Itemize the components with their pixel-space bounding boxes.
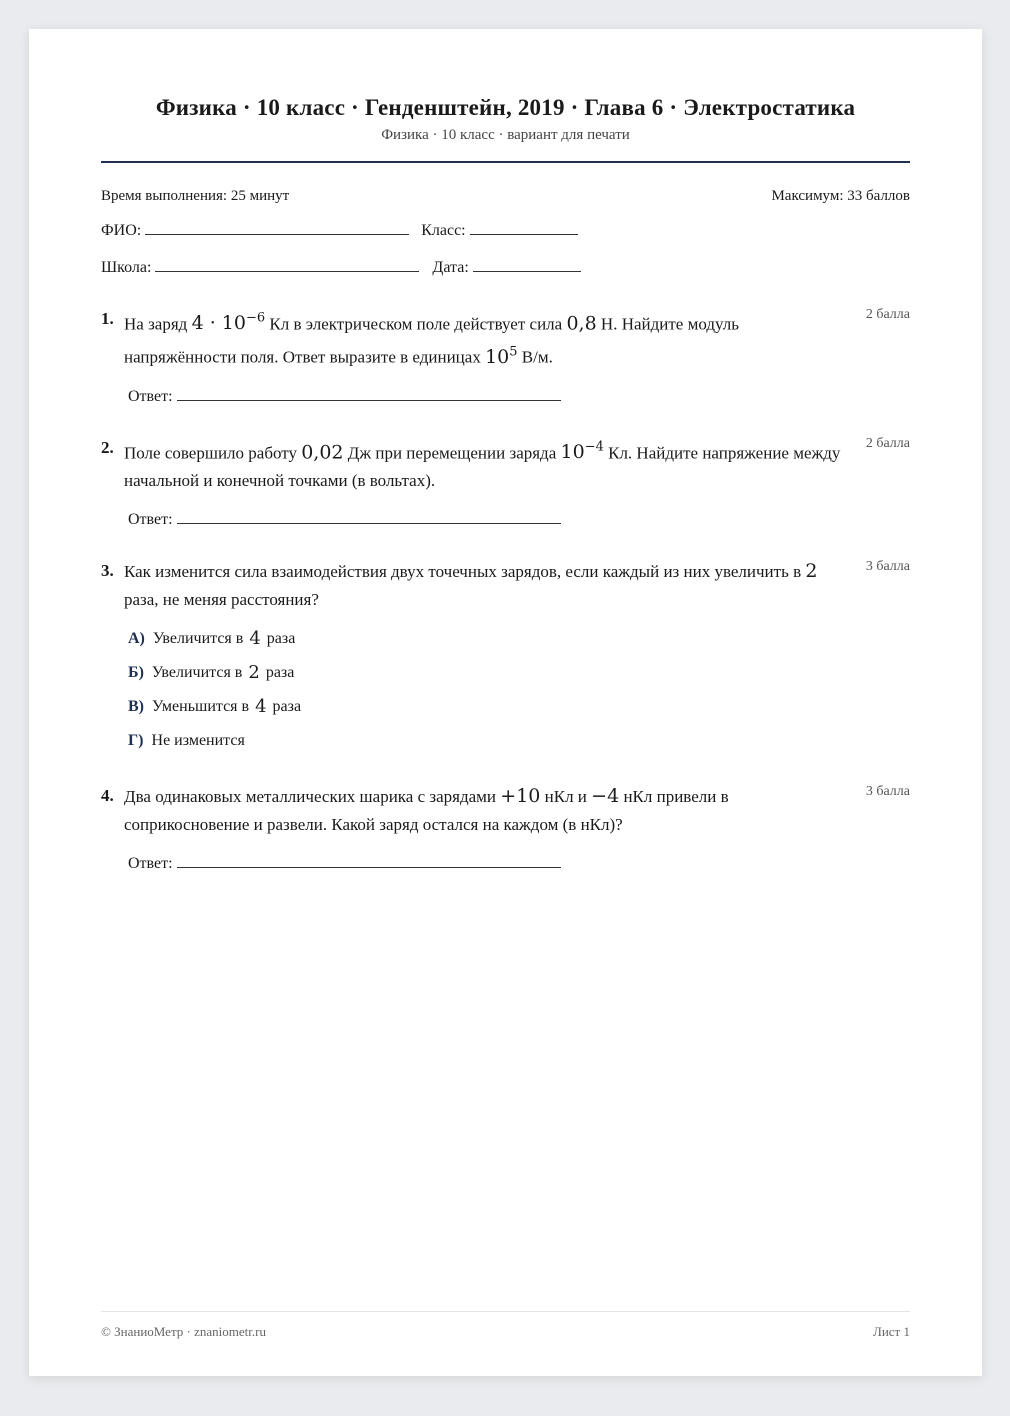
answer-row (128, 384, 910, 406)
text-part: На заряд (124, 314, 192, 334)
text-part: Н. Найдите модуль напряжённости поля. Ответ выразите в единицах (124, 314, 739, 367)
option-number: 2 (248, 662, 260, 684)
option-letter: Г) (128, 731, 144, 749)
question-points: 3 балла (865, 558, 910, 574)
school-field[interactable] (155, 255, 419, 272)
time-limit: Время выполнения: 25 минут (101, 188, 290, 204)
school-label: Школа: (101, 259, 152, 276)
option-g[interactable] (128, 724, 910, 758)
answer-field[interactable] (177, 507, 561, 524)
answer-row (128, 507, 910, 529)
text-part: В/м. (517, 347, 553, 367)
answer-field[interactable] (177, 851, 561, 868)
answer-label: Ответ: (128, 854, 173, 872)
option-text: Увеличится в (151, 663, 243, 681)
answer-label: Ответ: (128, 510, 173, 528)
date-label: Дата: (432, 259, 469, 276)
meta-row (101, 188, 910, 205)
question-2 (101, 434, 910, 529)
math-exponent: −4 (584, 439, 604, 455)
class-field[interactable] (470, 218, 578, 235)
option-letter: Б) (128, 663, 144, 681)
option-number: 4 (249, 628, 261, 650)
text-part: Кл в электрическом поле действует сила (265, 314, 567, 334)
option-v[interactable] (128, 690, 910, 724)
math-base: 10 (560, 440, 585, 463)
option-text: раза (266, 629, 296, 647)
option-letter: В) (128, 697, 144, 715)
math-expression (192, 312, 266, 334)
date-field[interactable] (473, 255, 581, 272)
question-1 (101, 305, 910, 406)
text-part: Два одинаковых металлических шарика с зарядами (124, 786, 501, 806)
school-date-row (101, 255, 910, 277)
math-value: +10 (500, 784, 541, 807)
question-number: 2. (101, 437, 114, 457)
math-expression (485, 346, 517, 368)
fio-field[interactable] (145, 218, 409, 235)
math-expression (561, 441, 604, 463)
option-b[interactable] (128, 656, 910, 690)
worksheet-page (29, 29, 982, 1376)
page-subtitle: Физика · 10 класс · вариант для печати (381, 127, 630, 143)
math-value: 2 (805, 559, 818, 582)
question-points: 3 балла (865, 783, 910, 799)
question-points: 2 балла (865, 435, 910, 451)
text-part: нКл привели в соприкосновение и развели. Какой заряд остался на каждом (в нКл)? (124, 786, 729, 834)
option-text: раза (265, 663, 295, 681)
page-footer (101, 1311, 910, 1340)
question-text (124, 305, 844, 372)
question-4 (101, 782, 910, 873)
math-value: 0,8 (566, 312, 597, 335)
answer-field[interactable] (177, 384, 561, 401)
option-text: Увеличится в (152, 629, 244, 647)
option-a[interactable] (128, 622, 910, 656)
worksheet-content (101, 29, 910, 873)
text-part: Как изменится сила взаимодействия двух точечных зарядов, если каждый из них увеличить в (124, 561, 806, 581)
question-text (124, 782, 844, 839)
option-text: Уменьшится в (152, 697, 250, 715)
question-text (124, 434, 844, 495)
math-value: 0,02 (301, 440, 344, 463)
fio-label: ФИО: (101, 222, 142, 239)
answer-label: Ответ: (128, 387, 173, 405)
question-number: 4. (101, 785, 114, 805)
option-text: Не изменится (151, 731, 245, 749)
text-part: раза, не меняя расстояния? (124, 589, 319, 609)
fio-class-row (101, 218, 910, 240)
math-exponent: −6 (245, 311, 266, 326)
option-letter: А) (128, 629, 145, 647)
text-part: Поле совершило работу (124, 442, 302, 462)
math-base: 10 (485, 345, 510, 368)
footer-copyright: © ЗнаниоМетр · znaniometr.ru (101, 1324, 266, 1339)
answer-options (128, 622, 910, 758)
header-divider (101, 161, 910, 163)
question-number: 1. (101, 309, 114, 328)
math-base: 4 · 10 (191, 312, 246, 335)
question-number: 3. (101, 560, 114, 580)
question-3 (101, 557, 910, 758)
option-number: 4 (255, 696, 267, 718)
text-part: Дж при перемещении заряда (343, 442, 561, 462)
question-text (124, 557, 844, 614)
max-score: Максимум: 33 баллов (771, 188, 910, 204)
answer-row (128, 851, 910, 873)
option-text: раза (272, 697, 302, 715)
text-part: нКл и (540, 786, 592, 806)
class-label: Класс: (421, 222, 466, 239)
text-part: Кл. Найдите напряжение между начальной и конечной точками (в вольтах). (124, 442, 841, 490)
sheet-number: Лист 1 (873, 1324, 910, 1339)
page-title: Физика · 10 класс · Генденштейн, 2019 · Глава 6 · Электростатика (155, 95, 856, 120)
math-exponent: 5 (509, 344, 518, 360)
math-value: −4 (591, 784, 620, 807)
question-points: 2 балла (865, 307, 910, 322)
